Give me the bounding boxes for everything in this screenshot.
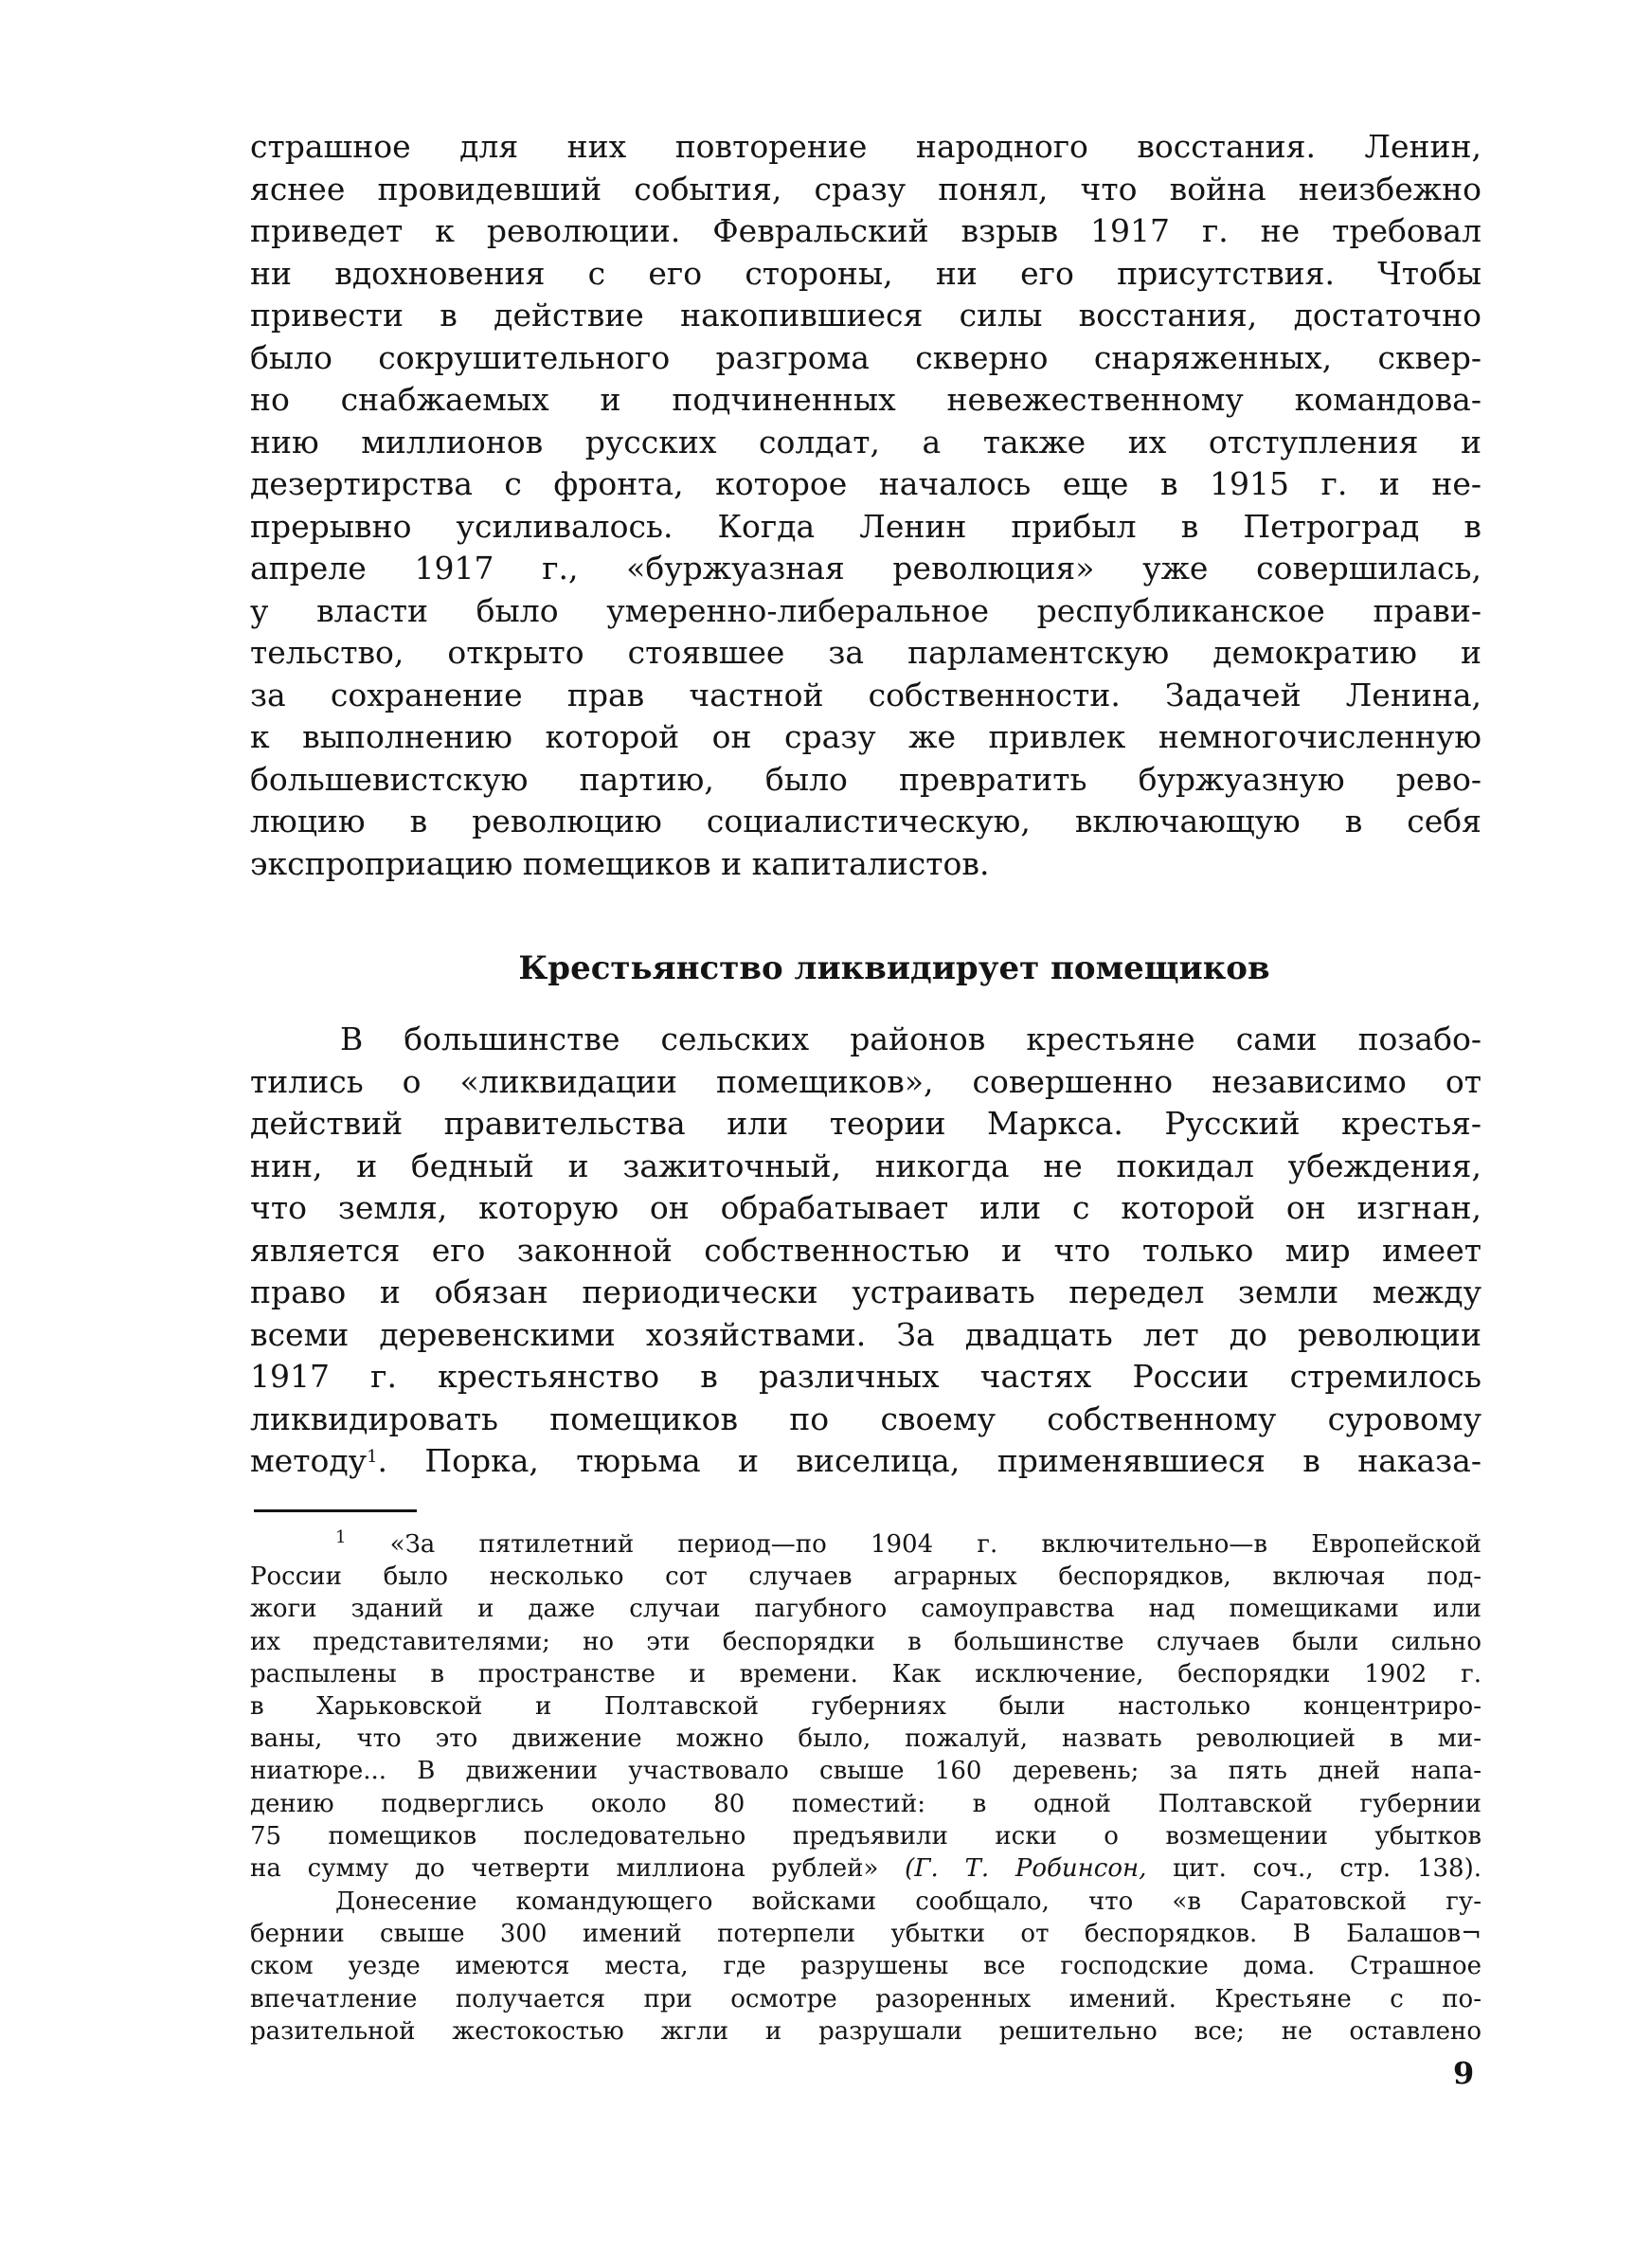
footnote-line	[250, 1528, 1481, 1561]
text-fragment: «За пятилетний период—по 1904 г. включительно—в Европейской	[389, 1530, 1481, 1559]
text-line: было сокрушительного разгрома скверно снаряженных, сквер-	[250, 338, 1481, 376]
text-line: 1917 г. крестьянство в различных частях России стремилось	[250, 1358, 1481, 1395]
footnote-line: России было несколько сот случаев аграрных беспорядков, включая под-	[250, 1562, 1481, 1592]
citation-author: (Г. Т. Робинсон,	[905, 1853, 1147, 1883]
text-line: В большинстве сельских районов крестьяне сами позабо-	[340, 1020, 1481, 1057]
text-line: право и обязан периодически устраивать передел земли между	[250, 1273, 1481, 1310]
text-line: действий правительства или теории Маркса. Русский крестья-	[250, 1105, 1481, 1142]
footnote-line: разительной жестокостью жгли и разрушали решительно все; не оставлено	[250, 2016, 1481, 2046]
text-line: люцию в революцию социалистическую, включающую в себя	[250, 803, 1481, 840]
footnote-divider	[254, 1509, 417, 1512]
section-heading: Крестьянство ликвидирует помещиков	[518, 949, 1270, 987]
footnote-continuation	[250, 1886, 1481, 2048]
text-line: за сохранение прав частной собственности. Задачей Ленина,	[250, 676, 1481, 713]
text-line: апреле 1917 г., «буржуазная революция» уже совершилась,	[250, 550, 1481, 587]
text-line: привести в действие накопившиеся силы восстания, достаточно	[250, 297, 1481, 334]
text-line: что земля, которую он обрабатывает или с которой он изгнан,	[250, 1189, 1481, 1226]
text-line: тились о «ликвидации помещиков», совершенно независимо от	[250, 1062, 1481, 1100]
text-line: тельство, открыто стоявшее за парламентскую демократию и	[250, 634, 1481, 671]
footnote-line: ниатюре... В движении участвовало свыше 160 деревень; за пять дней напа-	[250, 1757, 1481, 1786]
footnote-mark: 1	[335, 1527, 347, 1547]
text-line: яснее провидевший события, сразу понял, что война неизбежно	[250, 170, 1481, 208]
text-line: экспроприацию помещиков и капиталистов.	[250, 844, 990, 882]
footnote-line: бернии свыше 300 имений потерпели убытки от беспорядков. В Балашов¬	[250, 1920, 1481, 1949]
footnote-line: ваны, что это движение можно было, пожалуй, назвать революцией в ми-	[250, 1724, 1481, 1754]
text-line: нин, и бедный и зажиточный, никогда не покидал убеждения,	[250, 1147, 1481, 1184]
text-line: ни вдохновения с его стороны, ни его присутствия. Чтобы	[250, 254, 1481, 292]
text-line: является его законной собственностью и что только мир имеет	[250, 1231, 1481, 1269]
paragraph-peasantry	[250, 1019, 1481, 1483]
page-number: 9	[1453, 2055, 1475, 2091]
text-fragment: методу	[250, 1442, 368, 1479]
paragraph-continued	[250, 126, 1481, 885]
text-line	[250, 1440, 1481, 1483]
text-line: приведет к революции. Февральский взрыв 1917 г. не требовал	[250, 212, 1481, 249]
footnote-line: распылены в пространстве и времени. Как исключение, беспорядки 1902 г.	[250, 1659, 1481, 1688]
text-line: нию миллионов русских солдат, а также их отступления и	[250, 423, 1481, 460]
text-fragment: цит. соч., стр. 138).	[1146, 1853, 1481, 1883]
footnote-line	[250, 1852, 1481, 1885]
text-line: но снабжаемых и подчиненных невежественному командова-	[250, 381, 1481, 418]
footnote-line: ском уезде имеются места, где разрушены все господские дома. Страшное	[250, 1952, 1481, 1981]
footnote-line: в Харьковской и Полтавской губерниях были настолько концентриро-	[250, 1691, 1481, 1721]
footnote-line: их представителями; но эти беспорядки в большинстве случаев были сильно	[250, 1627, 1481, 1656]
footnote-line: впечатление получается при осмотре разоренных имений. Крестьяне с по-	[250, 1984, 1481, 2013]
text-fragment: на сумму до четверти миллиона рублей»	[250, 1853, 906, 1883]
footnote-line: Донесение командующего войсками сообщало, что «в Саратовской гу-	[335, 1887, 1481, 1916]
footnote-1	[250, 1528, 1481, 1885]
footnote-line: дению подверглись около 80 поместий: в одной Полтавской губернии	[250, 1789, 1481, 1818]
text-line: к выполнению которой он сразу же привлек немногочисленную	[250, 718, 1481, 755]
text-line: страшное для них повторение народного восстания. Ленин,	[250, 128, 1481, 165]
text-fragment: . Порка, тюрьма и виселица, применявшиеся в наказа-	[377, 1442, 1481, 1479]
footnote-line: жоги зданий и даже случаи пагубного самоуправства над помещиками или	[250, 1595, 1481, 1624]
text-line: прерывно усиливалось. Когда Ленин прибыл в Петроград в	[250, 507, 1481, 545]
footnote-reference: 1	[367, 1447, 378, 1467]
text-line: большевистскую партию, было превратить буржуазную рево-	[250, 760, 1481, 798]
text-line: всеми деревенскими хозяйствами. За двадцать лет до революции	[250, 1315, 1481, 1353]
text-line: у власти было умеренно-либеральное республиканское прави-	[250, 591, 1481, 629]
text-line: дезертирства с фронта, которое началось еще в 1915 г. и не-	[250, 465, 1481, 502]
footnote-line: 75 помещиков последовательно предъявили иски о возмещении убытков	[250, 1821, 1481, 1851]
text-line: ликвидировать помещиков по своему собственному суровому	[250, 1399, 1481, 1437]
